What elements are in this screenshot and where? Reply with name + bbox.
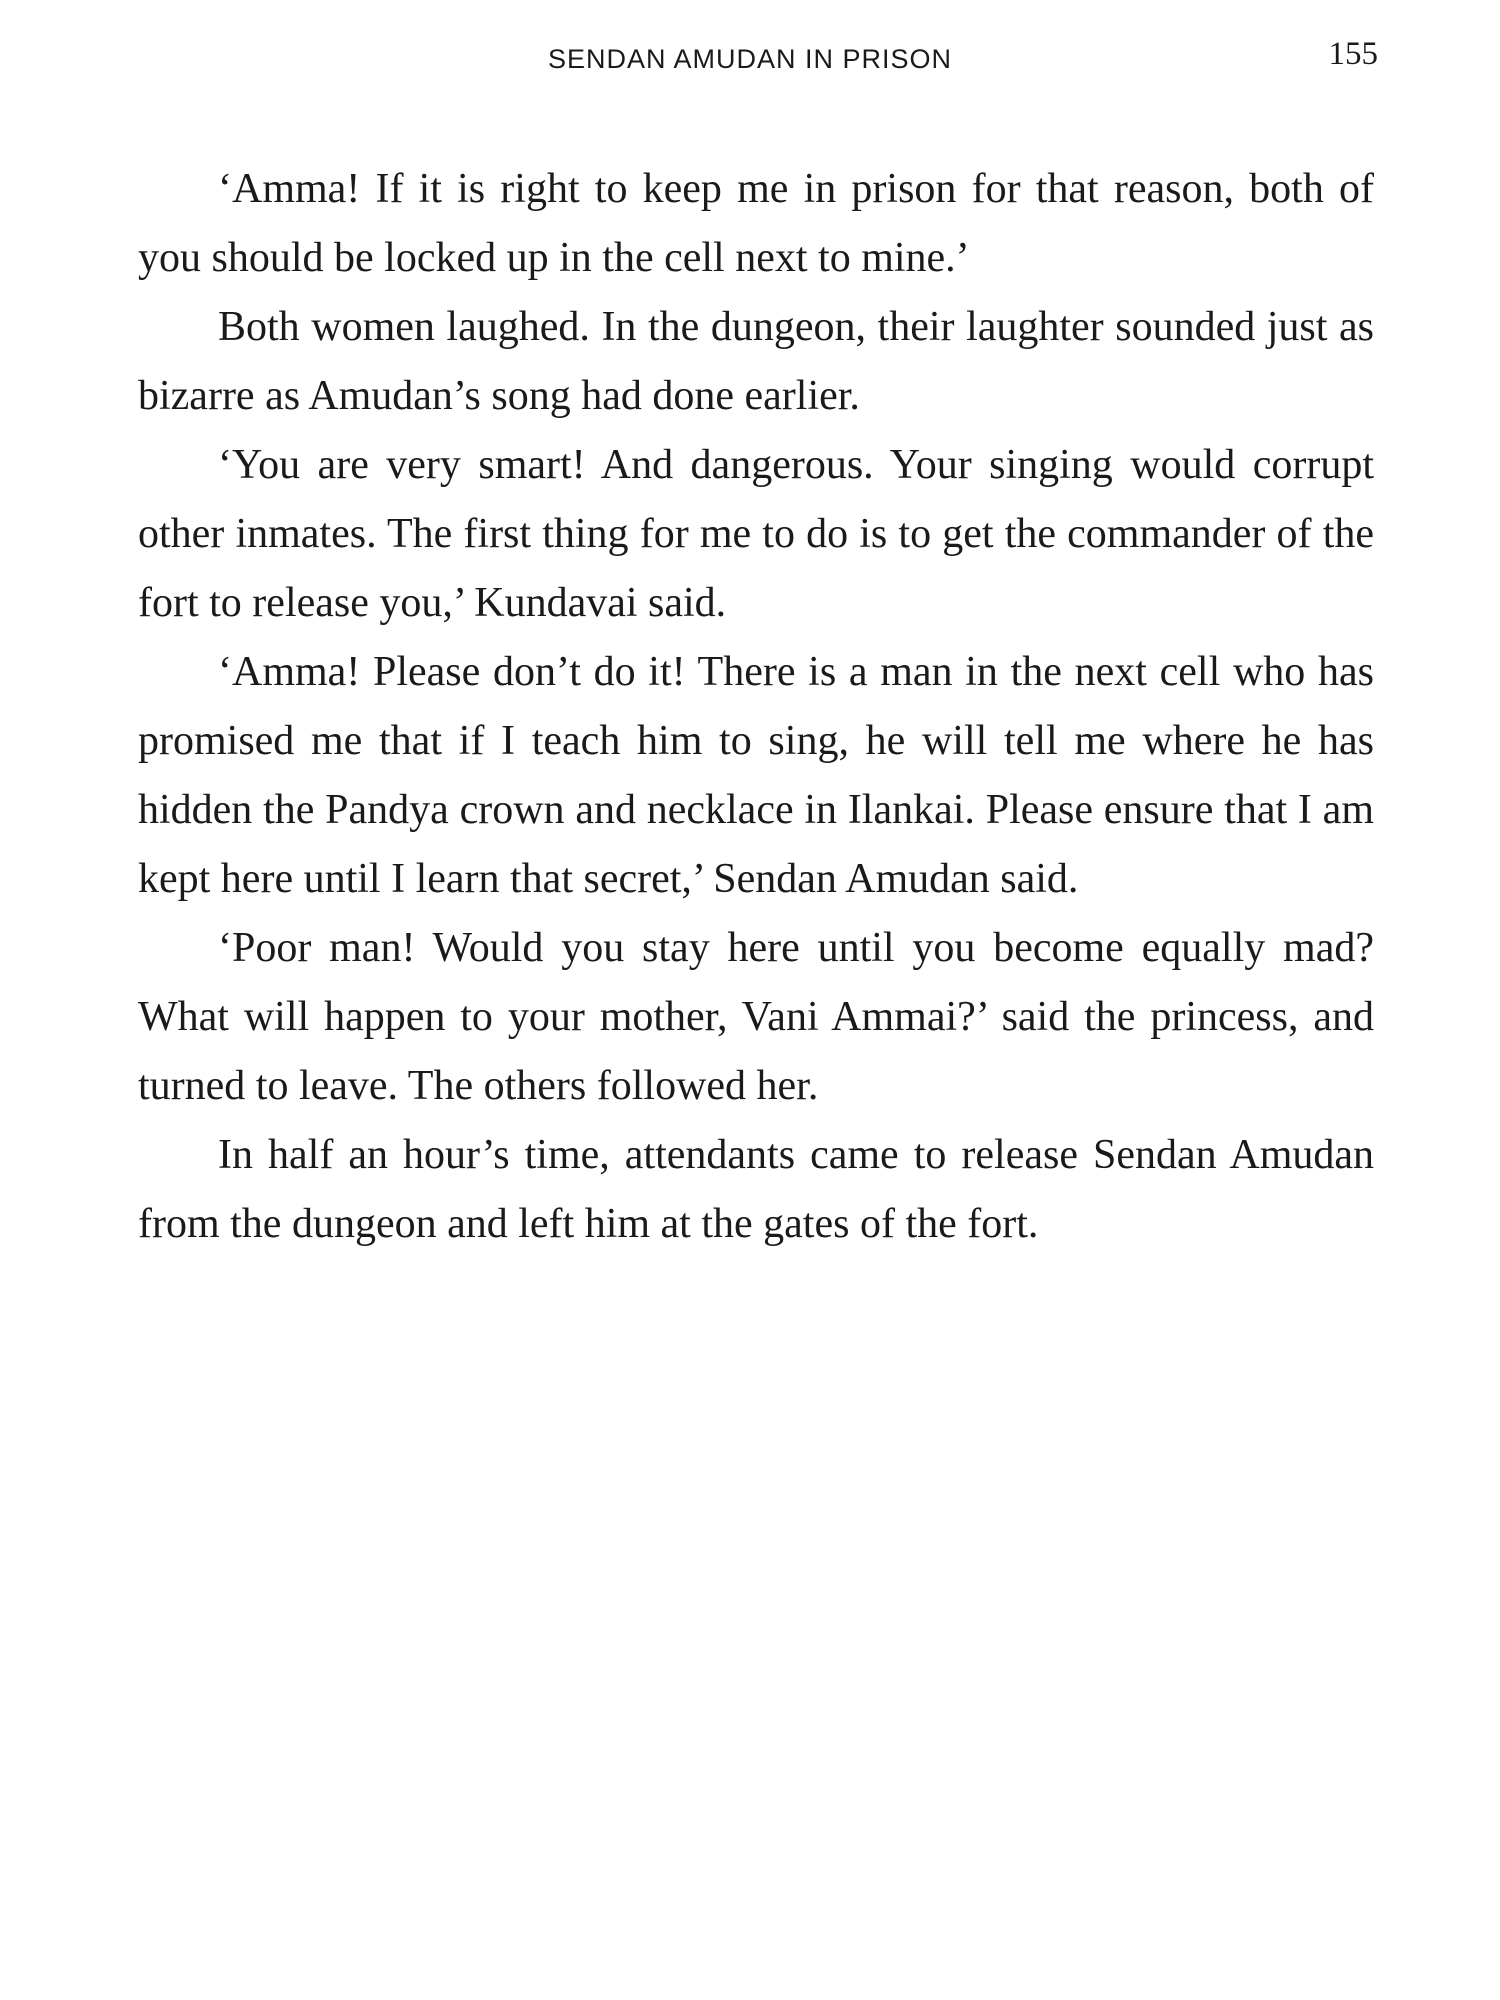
body-text [138, 155, 1374, 1259]
paragraph: ‘You are very smart! And dangerous. Your singing would corrupt other inmates. The first thing for me to do is to get the commander of the fort to release you,’ Kundavai said. [138, 442, 1374, 626]
paragraph: Both women laughed. In the dungeon, their laughter sounded just as bizarre as Amudan’s song had done earlier. [138, 304, 1374, 419]
paragraph: In half an hour’s time, attendants came to release Sendan Amudan from the dungeon and left him at the gates of the fort. [138, 1132, 1374, 1247]
paragraph: ‘Amma! Please don’t do it! There is a man in the next cell who has promised me that if I teach him to sing, he will tell me where he has hidden the Pandya crown and necklace in Ilankai. Please ensure that I am kept here until I learn that secret,’ Sendan Amudan said. [138, 649, 1374, 902]
paragraph: ‘Amma! If it is right to keep me in prison for that reason, both of you should be locked up in the cell next to mine.’ [138, 166, 1374, 281]
paragraph: ‘Poor man! Would you stay here until you become equally mad? What will happen to your mother, Vani Ammai?’ said the princess, and turned to leave. The others followed her. [138, 925, 1374, 1109]
page-number: 155 [1328, 36, 1378, 72]
running-title: SENDAN AMUDAN IN PRISON [547, 44, 953, 74]
